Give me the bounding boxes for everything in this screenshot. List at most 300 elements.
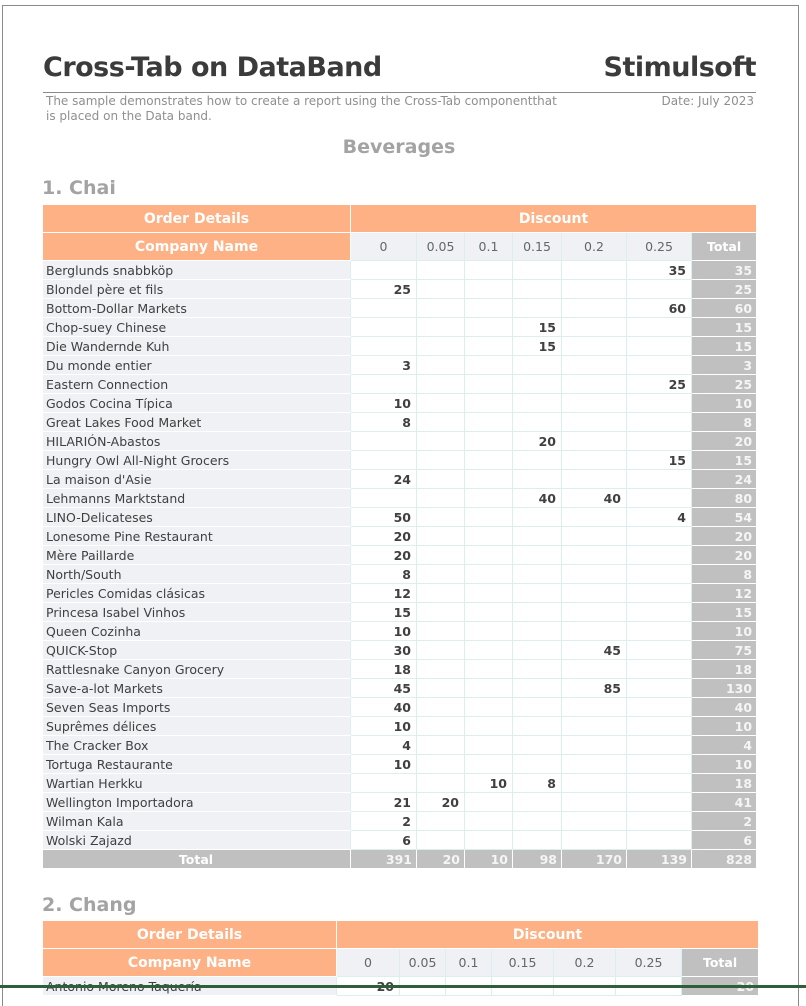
value-cell [513,356,562,375]
value-cell [417,432,465,451]
header-divider [43,92,756,93]
company-name-cell: Pericles Comidas clásicas [43,584,351,603]
value-cell: 45 [562,641,627,660]
value-cell [627,489,692,508]
value-cell [417,831,465,850]
value-cell [562,546,627,565]
value-cell [351,299,417,318]
table-row [43,413,757,432]
crosstab-table [42,204,757,869]
value-cell [513,451,562,470]
row-total-cell: 6 [692,831,757,850]
value-cell: 15 [513,318,562,337]
value-cell [513,546,562,565]
value-cell [417,736,465,755]
value-cell [351,318,417,337]
value-cell [465,337,513,356]
row-total-cell: 2 [692,812,757,831]
column-header: 0.15 [513,233,562,261]
value-cell: 21 [351,793,417,812]
value-cell [513,508,562,527]
table-row [43,641,757,660]
value-cell [627,394,692,413]
table-row [43,394,757,413]
column-header: 0.25 [616,949,682,977]
company-name-cell: Wartian Herkku [43,774,351,793]
value-cell [417,774,465,793]
table-row [43,565,757,584]
table-row [43,774,757,793]
value-cell [465,831,513,850]
table-row [43,356,757,375]
value-cell: 15 [627,451,692,470]
row-total-cell: 4 [692,736,757,755]
column-header: 0 [337,949,400,977]
row-header-group: Order Details [43,921,337,949]
column-header: 0.15 [492,949,554,977]
company-name-cell: Blondel père et fils [43,280,351,299]
value-cell [513,413,562,432]
column-header: 0.25 [627,233,692,261]
value-cell [627,736,692,755]
value-cell [417,698,465,717]
value-cell [417,280,465,299]
row-total-cell: 20 [692,527,757,546]
value-cell [627,641,692,660]
table-row [43,337,757,356]
value-cell [513,394,562,413]
value-cell: 10 [351,755,417,774]
value-cell [513,470,562,489]
value-cell [351,489,417,508]
value-cell [513,527,562,546]
value-cell [562,451,627,470]
value-cell: 30 [351,641,417,660]
value-cell [513,812,562,831]
value-cell [513,261,562,280]
row-total-cell: 130 [692,679,757,698]
row-total-cell: 10 [692,394,757,413]
header-row-columns [43,233,757,261]
value-cell: 15 [351,603,417,622]
table-row [43,736,757,755]
value-cell: 12 [351,584,417,603]
row-total-cell: 25 [692,375,757,394]
value-cell [513,793,562,812]
value-cell [562,660,627,679]
table-row [43,546,757,565]
value-cell: 60 [627,299,692,318]
grand-total-label: Total [43,850,351,869]
row-total-cell: 54 [692,508,757,527]
row-total-cell: 80 [692,489,757,508]
product-title: 1. Chai [42,177,116,199]
row-total-cell: 24 [692,470,757,489]
company-name-cell: Godos Cocina Típica [43,394,351,413]
table-row [43,717,757,736]
row-total-cell: 35 [692,261,757,280]
value-cell [465,375,513,394]
value-cell [562,831,627,850]
value-cell [465,793,513,812]
value-cell [562,299,627,318]
company-name-cell: North/South [43,565,351,584]
table-row [43,375,757,394]
row-total-cell: 20 [692,546,757,565]
value-cell [513,831,562,850]
table-row [43,527,757,546]
row-total-cell: 18 [692,774,757,793]
column-header: 0 [351,233,417,261]
value-cell [465,413,513,432]
value-cell [351,432,417,451]
value-cell [465,755,513,774]
value-cell [465,641,513,660]
value-cell [417,337,465,356]
value-cell [562,717,627,736]
value-cell: 4 [351,736,417,755]
row-total-cell: 15 [692,318,757,337]
value-cell: 3 [351,356,417,375]
value-cell [562,470,627,489]
value-cell: 8 [351,565,417,584]
row-total-cell: 10 [692,717,757,736]
value-cell [465,565,513,584]
value-cell: 50 [351,508,417,527]
company-name-cell: La maison d'Asie [43,470,351,489]
row-total-cell: 3 [692,356,757,375]
category-title: Beverages [342,136,456,158]
value-cell [627,679,692,698]
company-name-cell: HILARIÓN-Abastos [43,432,351,451]
value-cell: 40 [513,489,562,508]
table-row [43,603,757,622]
report-date: Date: July 2023 [661,94,754,108]
value-cell [562,774,627,793]
table-row [43,318,757,337]
company-name-cell: Queen Cozinha [43,622,351,641]
value-cell [562,261,627,280]
value-cell: 40 [351,698,417,717]
value-cell: 25 [351,280,417,299]
column-header: 0.1 [446,949,492,977]
row-total-cell: 25 [692,280,757,299]
table-row [43,261,757,280]
value-cell [562,698,627,717]
value-cell [417,755,465,774]
value-cell [562,318,627,337]
value-cell [562,394,627,413]
value-cell [417,565,465,584]
value-cell [465,432,513,451]
column-total-cell: 170 [562,850,627,869]
value-cell [513,622,562,641]
grand-total-row [43,850,757,869]
value-cell [627,470,692,489]
header-row-columns [43,949,759,977]
value-cell [627,755,692,774]
value-cell [562,736,627,755]
value-cell [417,812,465,831]
value-cell [627,717,692,736]
value-cell [465,679,513,698]
value-cell [562,565,627,584]
row-total-cell: 8 [692,565,757,584]
value-cell [417,717,465,736]
value-cell: 35 [627,261,692,280]
value-cell [465,660,513,679]
company-name-cell: The Cracker Box [43,736,351,755]
report-title: Cross-Tab on DataBand [43,52,382,83]
value-cell [562,280,627,299]
value-cell [562,527,627,546]
row-total-cell: 8 [692,413,757,432]
value-cell [465,527,513,546]
row-total-cell: 10 [692,755,757,774]
value-cell [465,261,513,280]
column-total-cell: 20 [417,850,465,869]
company-name-cell: Chop-suey Chinese [43,318,351,337]
table-row [43,793,757,812]
company-name-cell: Lehmanns Marktstand [43,489,351,508]
value-cell [417,508,465,527]
value-cell [627,831,692,850]
value-cell: 2 [351,812,417,831]
value-cell [417,451,465,470]
value-cell [562,793,627,812]
value-cell [513,584,562,603]
row-total-cell: 10 [692,622,757,641]
column-header-group: Discount [351,205,757,233]
value-cell [351,337,417,356]
value-cell [417,375,465,394]
value-cell: 45 [351,679,417,698]
value-cell [627,413,692,432]
column-total-cell: 391 [351,850,417,869]
column-total-cell: 10 [465,850,513,869]
company-name-cell: Rattlesnake Canyon Grocery [43,660,351,679]
total-column-header: Total [692,233,757,261]
value-cell [627,660,692,679]
column-header: 0.2 [562,233,627,261]
value-cell [627,793,692,812]
value-cell [627,622,692,641]
table-row [43,831,757,850]
total-column-header: Total [682,949,759,977]
company-name-cell: Save-a-lot Markets [43,679,351,698]
column-header: 0.05 [400,949,446,977]
value-cell [513,717,562,736]
value-cell [417,394,465,413]
company-name-cell: QUICK-Stop [43,641,351,660]
value-cell [351,774,417,793]
value-cell [513,660,562,679]
value-cell: 20 [513,432,562,451]
table-row [43,432,757,451]
value-cell: 20 [417,793,465,812]
value-cell [562,337,627,356]
column-header: 0.1 [465,233,513,261]
report-description: The sample demonstrates how to create a report using the Cross-Tab componentthat is placed on the Data band. [46,94,557,123]
company-name-cell: Wilman Kala [43,812,351,831]
value-cell [513,698,562,717]
value-cell [627,546,692,565]
value-cell [513,755,562,774]
value-cell [627,280,692,299]
table-row [43,470,757,489]
row-header: Company Name [43,233,351,261]
company-name-cell: Princesa Isabel Vinhos [43,603,351,622]
value-cell [627,603,692,622]
value-cell: 18 [351,660,417,679]
value-cell [417,679,465,698]
value-cell [417,318,465,337]
row-total-cell: 15 [692,451,757,470]
value-cell [465,622,513,641]
company-name-cell: LINO-Delicateses [43,508,351,527]
row-total-cell: 41 [692,793,757,812]
company-name-cell: Wellington Importadora [43,793,351,812]
table-row [43,698,757,717]
value-cell [417,546,465,565]
value-cell [562,755,627,774]
product-title: 2. Chang [42,894,137,916]
value-cell [465,717,513,736]
header-row-top [43,205,757,233]
table-row [43,508,757,527]
value-cell [513,736,562,755]
value-cell [351,261,417,280]
value-cell [627,584,692,603]
value-cell: 24 [351,470,417,489]
value-cell [513,679,562,698]
column-header-group: Discount [337,921,759,949]
value-cell: 10 [351,622,417,641]
value-cell [417,527,465,546]
column-header: 0.05 [417,233,465,261]
value-cell: 10 [351,394,417,413]
value-cell: 8 [351,413,417,432]
value-cell [465,736,513,755]
value-cell [465,489,513,508]
value-cell [627,812,692,831]
column-total-cell: 98 [513,850,562,869]
value-cell [417,299,465,318]
value-cell [465,698,513,717]
value-cell [465,546,513,565]
value-cell: 10 [351,717,417,736]
value-cell: 10 [465,774,513,793]
value-cell: 20 [351,546,417,565]
value-cell [465,356,513,375]
company-name-cell: Great Lakes Food Market [43,413,351,432]
value-cell [465,812,513,831]
value-cell [417,660,465,679]
company-name-cell: Lonesome Pine Restaurant [43,527,351,546]
value-cell: 25 [627,375,692,394]
value-cell [627,337,692,356]
company-name-cell: Berglunds snabbköp [43,261,351,280]
row-total-cell: 15 [692,337,757,356]
value-cell [465,508,513,527]
value-cell [627,565,692,584]
company-name-cell: Du monde entier [43,356,351,375]
table-row [43,451,757,470]
value-cell [513,280,562,299]
table-row [43,489,757,508]
table-row [43,679,757,698]
value-cell: 4 [627,508,692,527]
row-total-cell: 60 [692,299,757,318]
value-cell [465,318,513,337]
value-cell [351,451,417,470]
value-cell [627,356,692,375]
value-cell [465,299,513,318]
value-cell: 8 [513,774,562,793]
value-cell [562,508,627,527]
value-cell [513,603,562,622]
column-total-cell: 139 [627,850,692,869]
company-name-cell: Eastern Connection [43,375,351,394]
header-row-top [43,921,759,949]
row-header-group: Order Details [43,205,351,233]
value-cell [465,451,513,470]
table-row [43,280,757,299]
value-cell [417,413,465,432]
value-cell [562,356,627,375]
value-cell [562,584,627,603]
value-cell [465,603,513,622]
value-cell [465,584,513,603]
column-header: 0.2 [554,949,616,977]
value-cell: 85 [562,679,627,698]
value-cell [627,698,692,717]
row-total-cell: 75 [692,641,757,660]
value-cell [465,394,513,413]
table-row [43,660,757,679]
value-cell [513,299,562,318]
value-cell [417,641,465,660]
value-cell [417,261,465,280]
value-cell [562,812,627,831]
value-cell [562,432,627,451]
value-cell [417,622,465,641]
value-cell: 15 [513,337,562,356]
value-cell [562,603,627,622]
row-total-cell: 20 [692,432,757,451]
value-cell [465,280,513,299]
company-name-cell: Mère Paillarde [43,546,351,565]
company-name-cell: Hungry Owl All-Night Grocers [43,451,351,470]
row-total-cell: 40 [692,698,757,717]
value-cell: 40 [562,489,627,508]
value-cell [465,470,513,489]
grand-total-cell: 828 [692,850,757,869]
value-cell [417,584,465,603]
row-total-cell: 12 [692,584,757,603]
company-name-cell: Tortuga Restaurante [43,755,351,774]
value-cell [562,622,627,641]
value-cell [627,318,692,337]
table-row [43,584,757,603]
row-total-cell: 15 [692,603,757,622]
company-name-cell: Seven Seas Imports [43,698,351,717]
value-cell [627,432,692,451]
value-cell [627,527,692,546]
table-row [43,622,757,641]
row-header: Company Name [43,949,337,977]
company-name-cell: Wolski Zajazd [43,831,351,850]
